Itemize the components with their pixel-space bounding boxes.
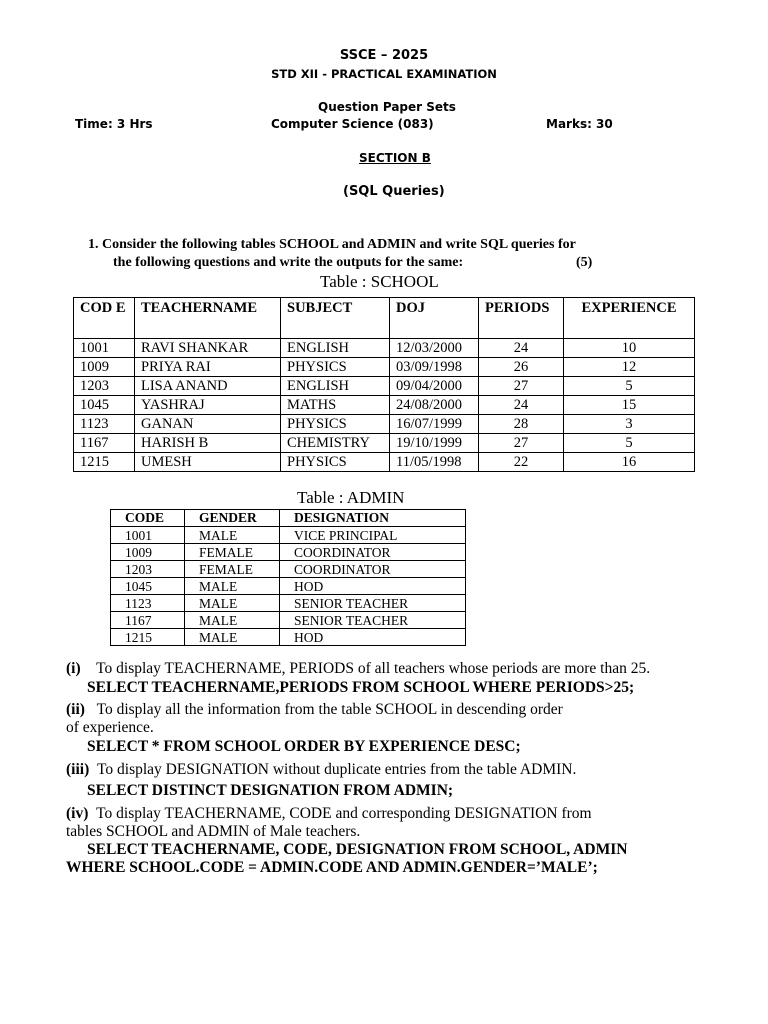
column-header-gender: GENDER — [185, 510, 280, 527]
cell-experience: 16 — [564, 453, 695, 472]
admin-table-title: Table : ADMIN — [297, 488, 405, 507]
cell-subject: PHYSICS — [281, 415, 390, 434]
cell-subject: PHYSICS — [281, 358, 390, 377]
table-row — [111, 544, 466, 561]
table-row — [74, 377, 695, 396]
cell-doj: 24/08/2000 — [390, 396, 479, 415]
cell-designation: SENIOR TEACHER — [280, 595, 466, 612]
marks-label: Marks: 30 — [546, 117, 613, 131]
cell-designation: HOD — [280, 629, 466, 646]
cell-designation: COORDINATOR — [280, 561, 466, 578]
section-heading: SECTION B — [359, 151, 431, 165]
cell-designation: VICE PRINCIPAL — [280, 527, 466, 544]
school-table-title: Table : SCHOOL — [320, 272, 439, 291]
cell-teachername: RAVI SHANKAR — [135, 339, 281, 358]
table-row — [111, 595, 466, 612]
cell-code: 1123 — [111, 595, 185, 612]
exam-subtitle: STD XII - PRACTICAL EXAMINATION — [271, 67, 497, 81]
cell-gender: MALE — [185, 629, 280, 646]
part-iv-sql-line-2: WHERE SCHOOL.CODE = ADMIN.CODE AND ADMIN.GENDER=’MALE’; — [66, 859, 598, 876]
part-i-sql: SELECT TEACHERNAME,PERIODS FROM SCHOOL WHERE PERIODS>25; — [87, 679, 635, 696]
cell-experience: 10 — [564, 339, 695, 358]
time-label: Time: 3 Hrs — [75, 117, 153, 131]
cell-doj: 09/04/2000 — [390, 377, 479, 396]
cell-doj: 19/10/1999 — [390, 434, 479, 453]
cell-gender: FEMALE — [185, 544, 280, 561]
part-ii-sql: SELECT * FROM SCHOOL ORDER BY EXPERIENCE DESC; — [87, 738, 521, 755]
cell-doj: 12/03/2000 — [390, 339, 479, 358]
part-iv-sql-line-1: SELECT TEACHERNAME, CODE, DESIGNATION FROM SCHOOL, ADMIN — [87, 841, 628, 858]
cell-experience: 5 — [564, 377, 695, 396]
cell-designation: HOD — [280, 578, 466, 595]
cell-teachername: LISA ANAND — [135, 377, 281, 396]
part-ii-question — [66, 701, 563, 719]
column-header-designation: DESIGNATION — [280, 510, 466, 527]
question-line-2: the following questions and write the outputs for the same: — [113, 255, 464, 270]
admin-header-row — [111, 510, 466, 527]
part-iii-question — [66, 761, 576, 779]
cell-periods: 27 — [479, 434, 564, 453]
table-row — [74, 415, 695, 434]
cell-teachername: GANAN — [135, 415, 281, 434]
subject-label: Computer Science (083) — [271, 117, 434, 131]
part-iii-text: To display DESIGNATION without duplicate entries from the table ADMIN. — [97, 761, 577, 778]
cell-designation: SENIOR TEACHER — [280, 612, 466, 629]
cell-code: 1009 — [111, 544, 185, 561]
cell-experience: 15 — [564, 396, 695, 415]
column-header-periods: PERIODS — [479, 298, 564, 339]
table-row — [111, 561, 466, 578]
cell-gender: MALE — [185, 595, 280, 612]
part-ii-label: (ii) — [66, 701, 85, 718]
cell-teachername: HARISH B — [135, 434, 281, 453]
cell-periods: 28 — [479, 415, 564, 434]
part-i-question — [66, 660, 650, 678]
cell-code: 1215 — [111, 629, 185, 646]
cell-teachername: UMESH — [135, 453, 281, 472]
cell-periods: 24 — [479, 339, 564, 358]
cell-teachername: YASHRAJ — [135, 396, 281, 415]
cell-experience: 5 — [564, 434, 695, 453]
cell-code: 1167 — [111, 612, 185, 629]
part-i-text: To display TEACHERNAME, PERIODS of all teachers whose periods are more than 25. — [96, 660, 651, 677]
question-number: 1. — [88, 237, 99, 252]
cell-code: 1167 — [74, 434, 135, 453]
cell-designation: COORDINATOR — [280, 544, 466, 561]
part-iv-text-cont: tables SCHOOL and ADMIN of Male teachers. — [66, 823, 361, 840]
cell-subject: CHEMISTRY — [281, 434, 390, 453]
question-line-1: Consider the following tables SCHOOL and ADMIN and write SQL queries for — [102, 237, 576, 252]
cell-gender: MALE — [185, 578, 280, 595]
cell-code: 1203 — [111, 561, 185, 578]
cell-teachername: PRIYA RAI — [135, 358, 281, 377]
school-header-row — [74, 298, 695, 339]
cell-subject: ENGLISH — [281, 377, 390, 396]
question-marks: (5) — [576, 255, 593, 270]
exam-title: SSCE – 2025 — [339, 48, 429, 63]
cell-experience: 3 — [564, 415, 695, 434]
table-row — [74, 339, 695, 358]
section-subheading: (SQL Queries) — [343, 184, 445, 199]
cell-code: 1009 — [74, 358, 135, 377]
paper-sets: Question Paper Sets — [318, 100, 456, 114]
part-iii-sql: SELECT DISTINCT DESIGNATION FROM ADMIN; — [87, 782, 454, 799]
cell-code: 1123 — [74, 415, 135, 434]
table-row — [111, 612, 466, 629]
part-iii-label: (iii) — [66, 761, 90, 778]
cell-doj: 11/05/1998 — [390, 453, 479, 472]
table-row — [74, 396, 695, 415]
cell-code: 1045 — [74, 396, 135, 415]
cell-doj: 16/07/1999 — [390, 415, 479, 434]
cell-subject: MATHS — [281, 396, 390, 415]
cell-gender: FEMALE — [185, 561, 280, 578]
cell-periods: 22 — [479, 453, 564, 472]
table-row — [74, 453, 695, 472]
part-i-label: (i) — [66, 660, 81, 677]
cell-experience: 12 — [564, 358, 695, 377]
cell-doj: 03/09/1998 — [390, 358, 479, 377]
column-header-teachername: TEACHERNAME — [135, 298, 281, 339]
cell-gender: MALE — [185, 527, 280, 544]
cell-subject: ENGLISH — [281, 339, 390, 358]
table-row — [111, 527, 466, 544]
cell-code: 1001 — [74, 339, 135, 358]
cell-periods: 26 — [479, 358, 564, 377]
table-row — [74, 358, 695, 377]
cell-code: 1001 — [111, 527, 185, 544]
table-row — [74, 434, 695, 453]
part-ii-text: To display all the information from the table SCHOOL in descending order — [96, 701, 563, 718]
cell-code: 1215 — [74, 453, 135, 472]
part-iv-question — [66, 805, 592, 823]
cell-gender: MALE — [185, 612, 280, 629]
school-table — [73, 297, 695, 472]
cell-periods: 24 — [479, 396, 564, 415]
cell-subject: PHYSICS — [281, 453, 390, 472]
cell-code: 1203 — [74, 377, 135, 396]
part-iv-label: (iv) — [66, 805, 89, 822]
column-header-subject: SUBJECT — [281, 298, 390, 339]
admin-table — [110, 509, 466, 646]
table-row — [111, 629, 466, 646]
column-header-code: COD E — [74, 298, 135, 339]
part-iv-text: To display TEACHERNAME, CODE and corresponding DESIGNATION from — [96, 805, 592, 822]
column-header-code: CODE — [111, 510, 185, 527]
column-header-experience: EXPERIENCE — [564, 298, 695, 339]
cell-code: 1045 — [111, 578, 185, 595]
column-header-doj: DOJ — [390, 298, 479, 339]
part-ii-text-cont: of experience. — [66, 719, 154, 736]
table-row — [111, 578, 466, 595]
cell-periods: 27 — [479, 377, 564, 396]
